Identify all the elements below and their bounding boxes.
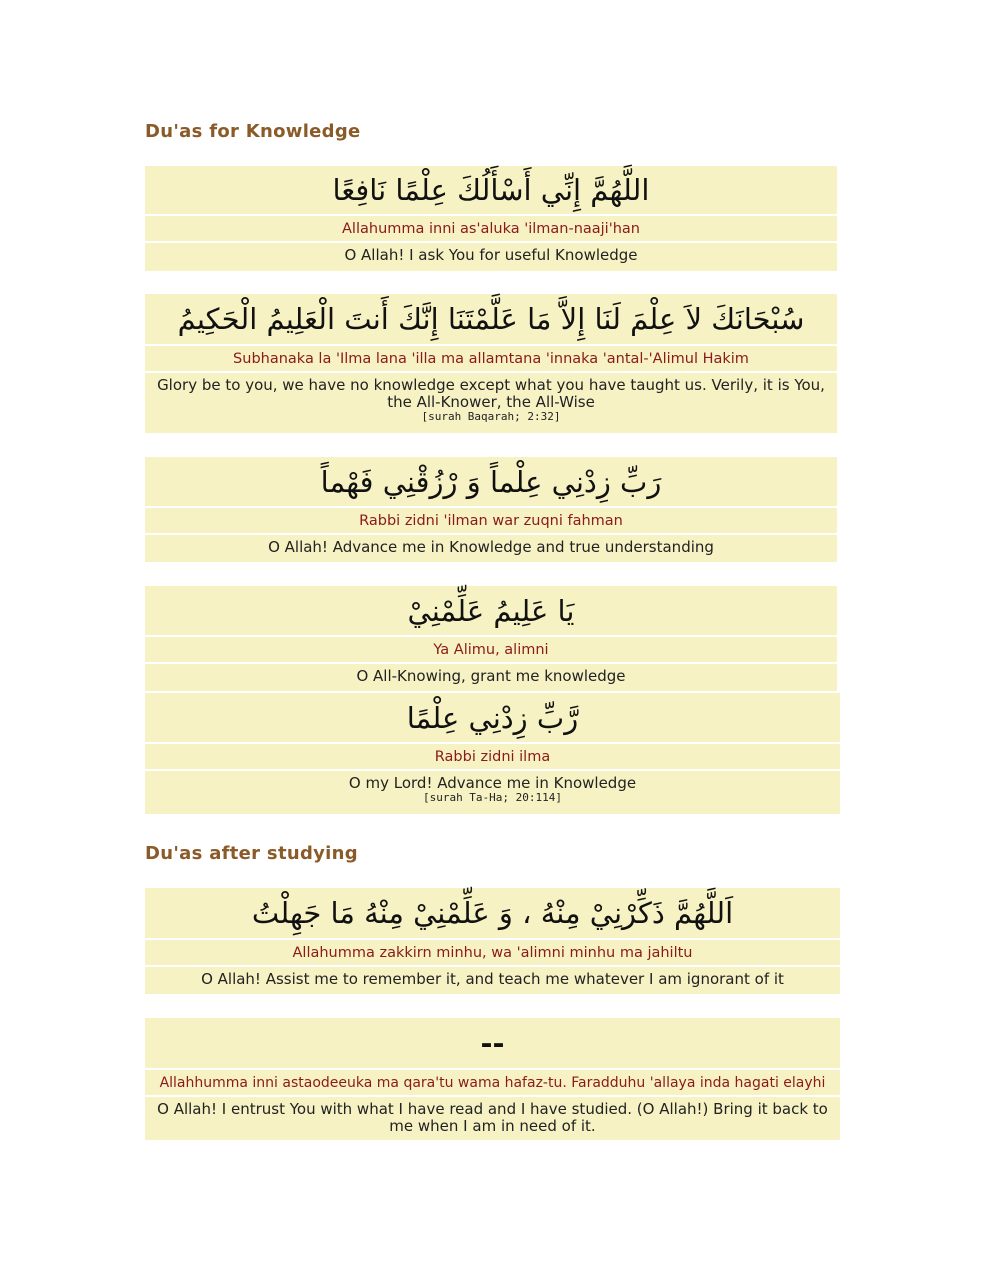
dua-arabic: سُبْحَانَكَ لاَ عِلْمَ لَنَا إِلاَّ مَا عَلَّمْتَنَا إِنَّكَ أَنتَ الْعَلِيمُ الْحَكِيمُ [145,294,837,346]
dua-arabic: اللَّهُمَّ إِنِّي أَسْأَلُكَ عِلْمًا نَافِعًا [145,166,837,216]
dua-transliteration: Allahumma zakkirn minhu, wa 'alimni minhu ma jahiltu [145,940,840,967]
dua-transliteration: Allahhumma inni astaodeeuka ma qara'tu wama hafaz-tu. Faradduhu 'allaya inda hagati elayhi [145,1070,840,1097]
dua-arabic: اَللَّهُمَّ ذَكِّرْنِيْ مِنْهُ ، وَ عَلِّمْنِيْ مِنْهُ مَا جَهِلْتُ [145,888,840,940]
dua-meaning [145,1097,840,1140]
dua-card [145,294,837,433]
dua-meaning [145,967,840,994]
surah-reference: [surah Baqarah; 2:32] [421,410,561,423]
dua-meaning-text: O All-Knowing, grant me knowledge [356,667,626,685]
heading-after-studying: Du'as after studying [145,843,358,864]
heading-knowledge: Du'as for Knowledge [145,121,361,142]
dua-transliteration: Ya Alimu, alimni [145,637,837,664]
dua-card [145,1018,840,1140]
dua-meaning [145,771,840,814]
surah-reference: [surah Ta-Ha; 20:114] [422,791,563,804]
dua-transliteration: Rabbi zidni ilma [145,744,840,771]
dua-meaning-text: Glory be to you, we have no knowledge except what you have taught us. Verily, it is You, the All-Knower, the All-Wise [157,376,825,411]
dua-meaning [145,664,837,691]
dua-card [145,166,837,271]
dua-meaning [145,243,837,271]
dua-transliteration: Subhanaka la 'Ilma lana 'illa ma allamtana 'innaka 'antal-'Alimul Hakim [145,346,837,373]
dua-transliteration: Allahumma inni as'aluka 'ilman-naaji'han [145,216,837,243]
dua-meaning-text: O Allah! Assist me to remember it, and teach me whatever I am ignorant of it [201,970,784,988]
dua-arabic: رَّبِّ زِدْنِي عِلْمًا [145,693,840,744]
dua-arabic: -- [145,1018,840,1070]
dua-card [145,586,837,691]
dua-arabic: رَبِّ زِدْنِي عِلْماً وَ رْزُقْنِي فَهْماً [145,457,837,508]
dua-arabic: يَا عَلِيمُ عَلِّمْنِيْ [145,586,837,637]
dua-meaning-text: O Allah! I ask You for useful Knowledge [344,246,638,264]
dua-meaning [145,373,837,433]
dua-card [145,457,837,562]
dua-meaning-text: O my Lord! Advance me in Knowledge [348,774,637,792]
dua-card [145,888,840,994]
dua-meaning-text: O Allah! Advance me in Knowledge and true understanding [268,538,714,556]
dua-transliteration: Rabbi zidni 'ilman war zuqni fahman [145,508,837,535]
dua-meaning [145,535,837,562]
dua-card [145,693,840,814]
dua-meaning-text: O Allah! I entrust You with what I have read and I have studied. (O Allah!) Bring it back to me when I am in need of it. [157,1100,828,1135]
